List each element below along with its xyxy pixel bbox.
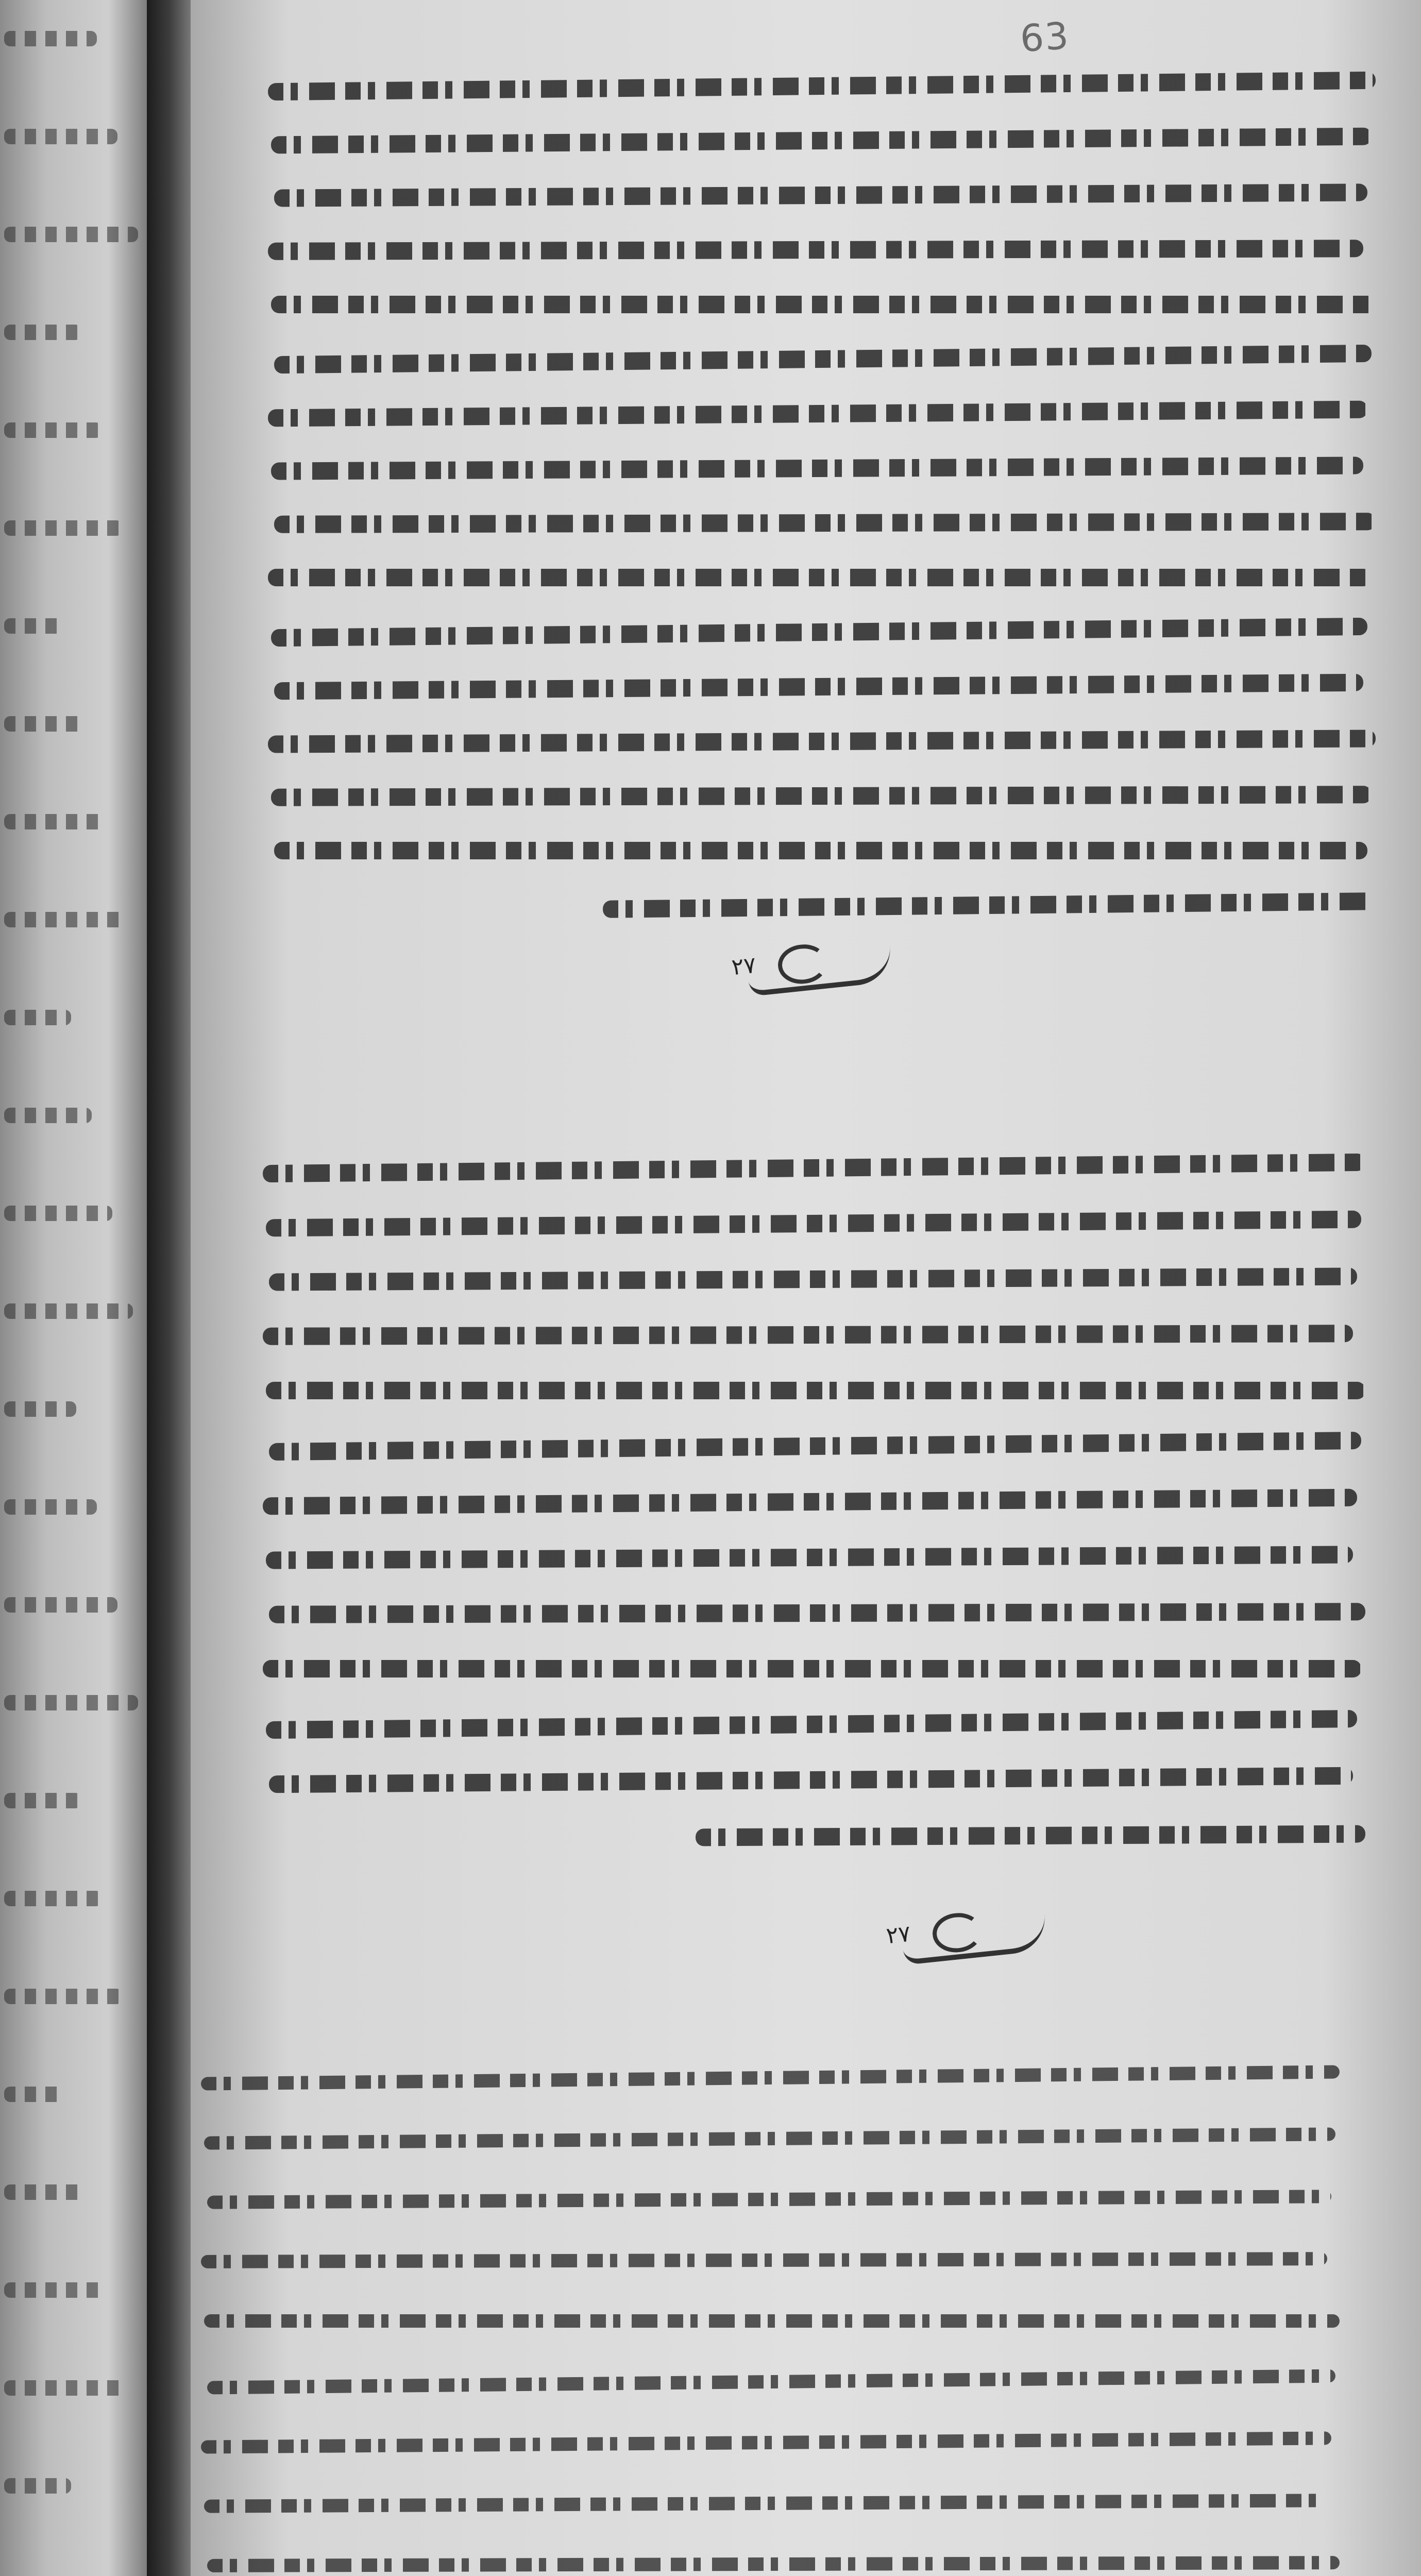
handwritten-line [201,2065,1340,2090]
handwritten-line [204,2127,1335,2149]
adjacent-left-page [0,0,155,2576]
left-page-text-fragment [4,422,102,438]
left-page-text-fragment [4,31,97,46]
handwritten-line [207,2190,1331,2209]
left-page-text-fragment [4,1793,81,1808]
left-page-text-fragment [4,912,128,927]
entry-1-signature-date: ٢٧ [730,952,757,981]
handwritten-line [204,2494,1327,2513]
page-number: 63 [1019,13,1071,61]
left-page-text-fragment [4,1206,112,1221]
left-page-text-fragment [4,814,107,829]
left-page-text-fragment [4,618,66,634]
left-page-text-fragment [4,2184,87,2200]
left-page-text-fragment [4,1597,117,1613]
left-page-text-fragment [4,2282,107,2298]
register-entry-3 [191,0,1421,2576]
left-page-text-fragment [4,227,138,242]
left-page-text-fragment [4,129,117,144]
left-page-text-fragment [4,1108,92,1123]
left-page-text-fragment [4,1695,138,1710]
left-page-text-fragment [4,716,87,732]
handwritten-line [201,2431,1331,2453]
handwritten-line [207,2556,1340,2572]
left-page-text-fragment [4,2380,128,2396]
left-page-text-fragment [4,1303,133,1319]
entry-2-signature-date: ٢٧ [885,1920,912,1950]
left-page-text-fragment [4,1891,102,1906]
register-page [191,0,1421,2576]
left-page-text-fragment [4,1989,123,2004]
left-page-text-fragment [4,2087,66,2102]
handwritten-line [207,2369,1335,2395]
left-page-text-fragment [4,1401,76,1417]
left-page-text-fragment [4,1499,97,1515]
left-page-text-fragment [4,1010,71,1025]
handwritten-line [204,2314,1340,2328]
left-page-text-fragment [4,325,81,340]
left-page-text-fragment [4,520,123,536]
handwritten-line [201,2252,1327,2268]
left-page-text-fragment [4,2478,71,2494]
